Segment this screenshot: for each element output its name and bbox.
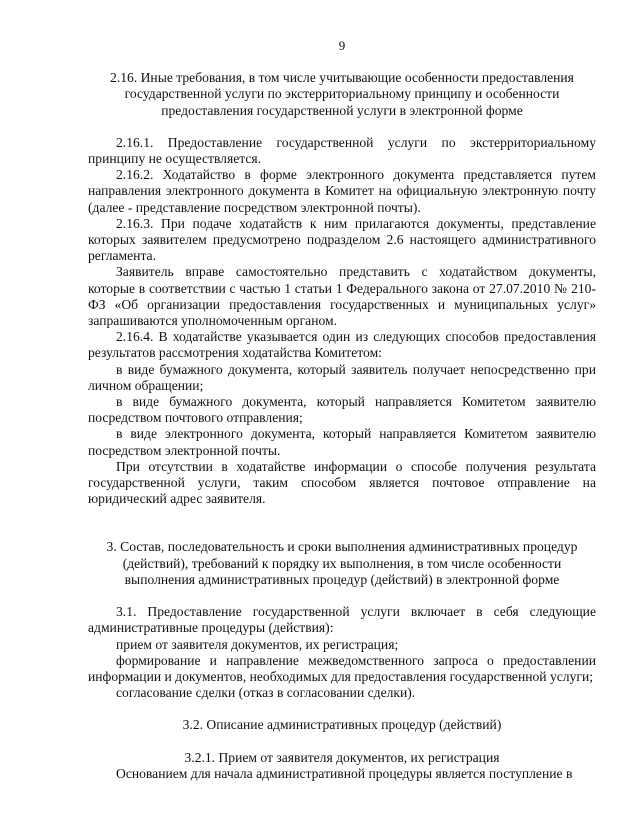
- paragraph-2-16-3: 2.16.3. При подаче ходатайств к ним прилагаются документы, представление которых заявителем предусмотрено подразделом 2.6 настоящего административного регламента.: [88, 215, 596, 264]
- section-2-16-heading-line-1: 2.16. Иные требования, в том числе учитывающие особенности предоставления: [110, 70, 574, 86]
- list-item-electronic: в виде электронного документа, который направляется Комитетом заявителю посредством электронной почты.: [88, 426, 596, 458]
- section-3-2-heading: 3.2. Описание административных процедур (действий): [182, 717, 502, 733]
- section-2-16-heading-line-3: предоставления государственной услуги в электронной форме: [161, 102, 523, 118]
- section-3-heading-line-3: выполнения административных процедур (действий) в электронной форме: [124, 571, 560, 587]
- paragraph-3-1: 3.1. Предоставление государственной услуги включает в себя следующие административные процедуры (действия):: [88, 604, 596, 636]
- section-3-heading-line-1: 3. Состав, последовательность и сроки выполнения административных процедур: [106, 539, 578, 555]
- list-item-approval: согласование сделки (отказ в согласовании сделки).: [116, 685, 416, 701]
- paragraph-3-2-1: Основанием для начала административной процедуры является поступление в: [116, 765, 573, 781]
- section-3: [88, 539, 596, 701]
- section-2-16: [88, 70, 596, 507]
- section-2-16-heading-line-2: государственной услуги по экстерриториальному принципу и особенности: [124, 86, 560, 102]
- section-3-2-1-heading: 3.2.1. Прием от заявителя документов, их регистрация: [184, 749, 500, 765]
- paragraph-2-16-4: 2.16.4. В ходатайстве указывается один из следующих способов предоставления результатов рассмотрения ходатайства Комитетом:: [88, 329, 596, 361]
- paragraph-2-16-2: 2.16.2. Ходатайство в форме электронного документа представляется путем направления электронного документа в Комитет на официальную электронную почту (далее - представление посредством электронной почты).: [88, 167, 596, 215]
- list-item-paper-post: в виде бумажного документа, который направляется Комитетом заявителю посредством почтового отправления;: [88, 394, 596, 426]
- paragraph-default-method: При отсутствии в ходатайстве информации о способе получения результата государственной услуги, таким способом является почтовое отправление на юридический адрес заявителя.: [88, 458, 596, 507]
- section-3-heading-line-2: (действий), требований к порядку их выполнения, в том числе особенности: [122, 555, 562, 571]
- paragraph-2-16-1: 2.16.1. Предоставление государственной услуги по экстерриториальному принципу не осуществляется.: [88, 134, 596, 167]
- list-item-reception: прием от заявителя документов, их регистрация;: [116, 636, 399, 652]
- page-number: 9: [338, 38, 346, 53]
- list-item-paper-personal: в виде бумажного документа, который заявитель получает непосредственно при личном обращении;: [88, 361, 596, 393]
- list-item-interagency-request: формирование и направление межведомственного запроса о предоставлении информации и документов, необходимых для предоставления государственной услуги;: [88, 652, 596, 684]
- paragraph-applicant-right: Заявитель вправе самостоятельно представить с ходатайством документы, которые в соответствии с частью 1 статьи 1 Федерального закона от 27.07.2010 № 210-ФЗ «Об организации предоставления государственных и муниципальных услуг» запрашиваются уполномоченным органом.: [88, 264, 596, 329]
